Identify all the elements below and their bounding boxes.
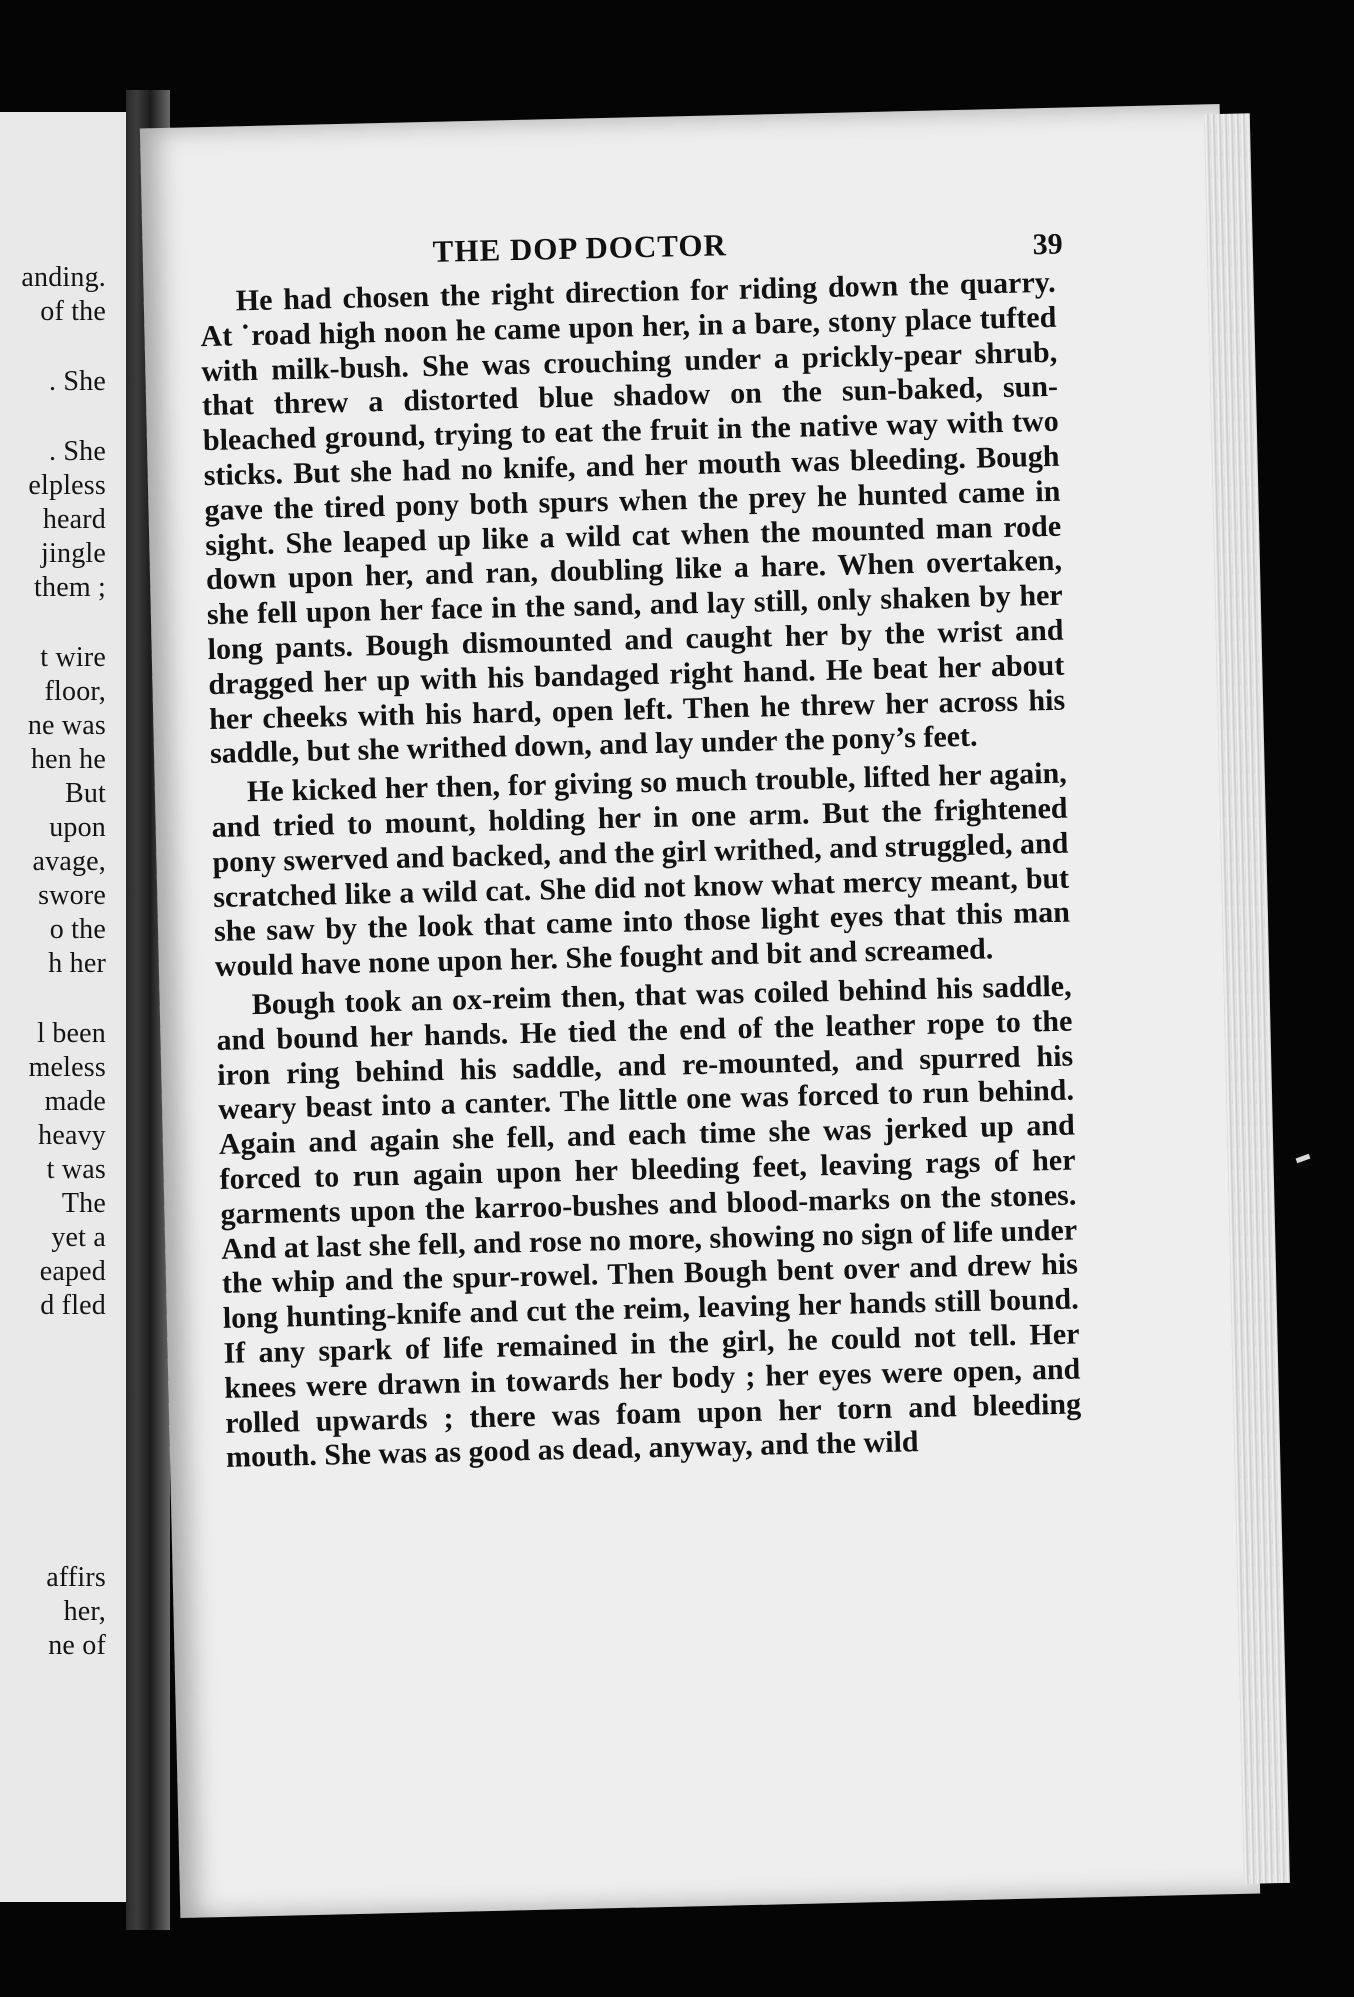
page-number: 39 <box>1032 227 1064 262</box>
left-page-line: hen he <box>30 744 106 775</box>
running-head <box>142 216 1223 280</box>
paragraph: Bough took an ox-reim then, that was coiled behind his saddle, and bound her hands. He tied the end of the leather rope to the iron ring behind his saddle, and re-mounted, and spurred his weary beast into a canter. The little one was forced to run behind. Again and again she fell, and each time she was jerked up and forced to run again upon her bleeding feet, leaving rags of her garments upon the karroo-bushes and blood-marks on the stones. And at last she fell, and rose no more, showing no sign of life under the whip and the spur-rowel. Then Bough bent over and drew his long hunting-knife and cut the reim, leaving her hands still bound. If any spark of life remained in the girl, he could not tell. Her knees were drawn in towards her body ; her eyes were open, and rolled upwards ; there was foam upon her torn and bleeding mouth. She was as good as dead, anyway, and the wild <box>216 969 1082 1475</box>
left-page-line: heard <box>42 504 106 535</box>
left-page-line: yet a <box>51 1222 106 1253</box>
left-page-line: jingle <box>41 538 106 569</box>
left-page-line: eaped <box>39 1256 106 1287</box>
body-text <box>199 266 1082 1476</box>
left-page-line: them ; <box>34 572 106 603</box>
left-page-line: avage, <box>32 846 106 877</box>
left-page-line: upon <box>49 812 106 843</box>
left-page-fragment <box>0 112 133 1902</box>
book-page <box>140 104 1260 1918</box>
left-page-line: t was <box>46 1154 106 1185</box>
left-page-line: ne of <box>48 1630 106 1661</box>
left-page-line: t wire <box>40 642 106 673</box>
left-page-line: anding. <box>21 262 106 293</box>
left-page-line: affirs <box>46 1562 106 1593</box>
left-page-line: ne was <box>27 710 106 741</box>
left-page-line: heavy <box>38 1120 106 1151</box>
scan-speck <box>1296 1154 1311 1163</box>
left-page-line: h her <box>48 948 106 979</box>
left-page-line: But <box>64 778 106 809</box>
page-edge <box>1204 113 1290 1884</box>
page-header-title: THE DOP DOCTOR <box>432 227 728 269</box>
left-page-line: of the <box>40 296 106 327</box>
left-page-line: floor, <box>44 676 106 707</box>
left-page-line: o the <box>49 914 106 945</box>
left-page-line: meless <box>28 1052 106 1083</box>
left-page-line: her, <box>63 1596 106 1627</box>
left-page-line: swore <box>38 880 106 911</box>
paragraph: He had chosen the right direction for riding down the quarry. At ˙road high noon he came upon her, in a bare, stony place tufted with milk-bush. She was crouching under a prickly-pear shrub, that threw a distorted blue shadow on the sun-baked, sun-bleached ground, trying to eat the fruit in the native way with two sticks. But she had no knife, and her mouth was bleeding. Bough gave the tired pony both spurs when the prey he hunted came in sight. She leaped up like a wild cat when the mounted man rode down upon her, and ran, doubling like a hare. When overtaken, she fell upon her face in the sand, and lay still, only shaken by her long pants. Bough dismounted and caught her by the wrist and dragged her up with his bandaged right hand. He beat her about her cheeks with his hard, open left. Then he threw her across his saddle, but she writhed down, and lay under the pony’s feet. <box>200 265 1066 771</box>
paragraph: He kicked her then, for giving so much trouble, lifted her again, and tried to mount, holding her in one arm. But the frightened pony swerved and backed, and the girl writhed, and struggled, and scratched like a wild cat. She did not know what mercy meant, but she saw by the look that came into those light eyes that this man would have none upon her. She fought and bit and screamed. <box>211 756 1071 984</box>
left-page-line: . She <box>49 366 106 397</box>
left-page-line: l been <box>37 1018 106 1049</box>
left-page-line: . She <box>49 436 106 467</box>
left-page-line: elpless <box>28 470 106 501</box>
left-page-line: The <box>61 1188 106 1219</box>
left-page-line: d fled <box>40 1290 106 1321</box>
left-page-line: made <box>44 1086 106 1117</box>
